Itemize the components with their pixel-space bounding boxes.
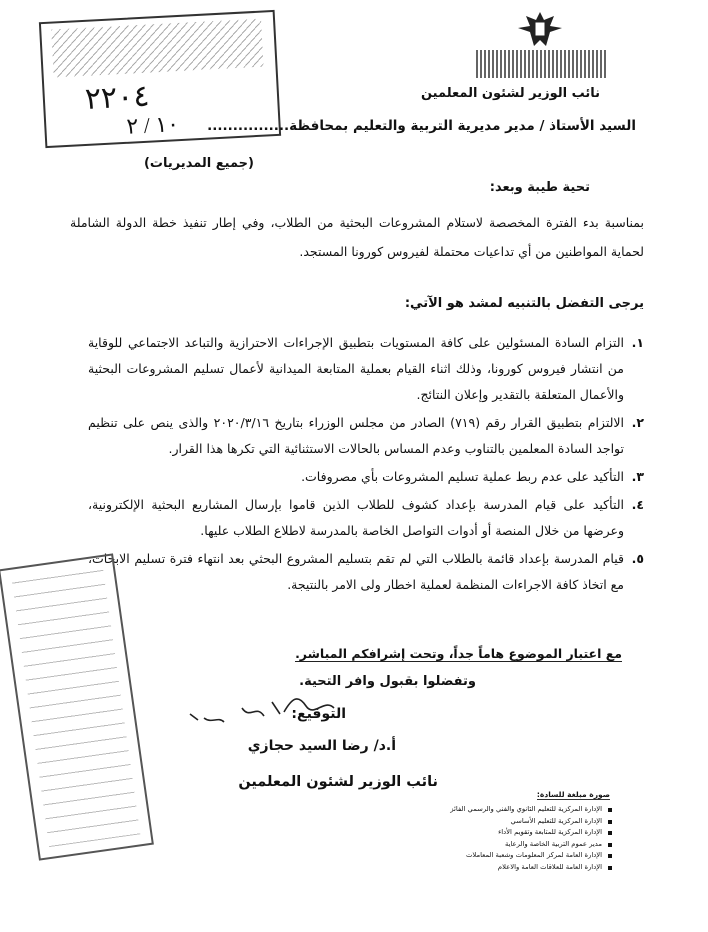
egypt-eagle-emblem-icon bbox=[510, 10, 570, 50]
importance-note: مع اعتبار الموضوع هاماً جداً، وتحت إشرافكم المباشر. bbox=[295, 646, 622, 661]
instructions-list bbox=[88, 330, 644, 600]
intro-paragraph: بمناسبة بدء الفترة المخصصة لاستلام المشروعات البحثية من الطلاب، وفي إطار تنفيذ خطة الدولة الشاملة لحماية المواطنين من أي تداعيات محتملة لفيروس كورونا المستجد. bbox=[70, 215, 644, 259]
list-item bbox=[88, 492, 644, 544]
distribution-title: صورة مبلغة للسادة: bbox=[536, 790, 610, 799]
header-title: نائب الوزير لشئون المعلمين bbox=[420, 86, 600, 101]
stamp-hatching bbox=[51, 19, 263, 78]
item-number: ٣. bbox=[631, 469, 644, 484]
item-text: التأكيد على عدم ربط عملية تسليم المشروعات بأي مصروفات. bbox=[301, 469, 624, 484]
distribution-list bbox=[372, 804, 612, 873]
signature-label: التوقيع: bbox=[291, 706, 346, 722]
closing-line: وتفضلوا بقبول وافر التحية. bbox=[299, 674, 476, 689]
addressee-text: السيد الأستاذ / مدير مديرية التربية والتعليم بمحافظة bbox=[289, 118, 636, 134]
distribution-item: مدير عموم التربية الخاصة والرعاية bbox=[372, 839, 612, 851]
list-item bbox=[88, 546, 644, 598]
addressee-dots: ................ bbox=[207, 118, 290, 134]
item-number: ٢. bbox=[631, 415, 644, 430]
signer-name: أ.د/ رضا السيد حجازي bbox=[247, 738, 396, 754]
list-item bbox=[88, 330, 644, 408]
greeting: تحية طيبة وبعد: bbox=[489, 180, 590, 195]
request-line: يرجى التفضل بالتنبيه لمشد هو الآتي: bbox=[404, 296, 644, 311]
distribution-item: الإدارة العامة للعلاقات العامة والاعلام bbox=[372, 862, 612, 874]
item-text: التزام السادة المسئولين على كافة المستويات بتطبيق الإجراءات الاحترازية والتباعد الاجتماعي للوقاية من انتشار فيروس كورونا، وذلك اثناء القيام بعملية المتابعة الميدانية لأعمال تسليم المشروعات البحثية والأعمال المتعلقة بالتقدير وإعلان النتائج. bbox=[88, 335, 624, 402]
side-stamp-lines bbox=[12, 567, 141, 847]
item-number: ٥. bbox=[631, 551, 644, 566]
item-text: الالتزام بتطبيق القرار رقم (٧١٩) الصادر من مجلس الوزراء بتاريخ ٢٠٢٠/٣/١٦ والذى ينص على تنظيم تواجد السادة المعلمين بالتناوب وعدم المساس بالحالات الاستثنائية التي تكرها هذا القرار. bbox=[88, 415, 625, 456]
list-item bbox=[88, 464, 644, 490]
item-number: ٤. bbox=[631, 497, 644, 512]
handwritten-signature bbox=[184, 694, 344, 728]
signer-title: نائب الوزير لشئون المعلمين bbox=[238, 774, 438, 790]
distribution-item: الإدارة العامة لمركز المعلومات وشعبة المعاملات bbox=[372, 850, 612, 862]
distribution-item: الإدارة المركزية للمتابعة وتقويم الأداء bbox=[372, 827, 612, 839]
item-text: التأكيد على قيام المدرسة بإعداد كشوف للطلاب الذين قاموا بإرسال المشاريع البحثية الإلكترونية، وعرضها من خلال المنصة أو أدوات التواصل الخاصة بالمدرسة لاطلاع الطلاب عليها. bbox=[88, 497, 624, 538]
addressee-line bbox=[207, 118, 636, 134]
list-item bbox=[88, 410, 644, 462]
distribution-item: الإدارة المركزية للتعليم الأساسي bbox=[372, 816, 612, 828]
ministry-logo bbox=[476, 50, 606, 78]
item-number: ١. bbox=[631, 335, 644, 350]
stamp-number: ٢٢٠٤ bbox=[84, 79, 151, 116]
distribution-item: الإدارة المركزية للتعليم الثانوي والفني والرسمي الفائز bbox=[372, 804, 612, 816]
item-text: قيام المدرسة بإعداد قائمة بالطلاب التي لم تقم بتسليم المشروع البحثي بعد انتهاء فترة تسليم الابحاث، مع اتخاذ كافة الاجراءات المنظمة لعملية اخطار ولى الامر بالنتيجة. bbox=[88, 551, 624, 592]
stamp-date: ١٠ / ٢ bbox=[125, 111, 180, 139]
addressee-sub: (جميع المديريات) bbox=[143, 156, 254, 171]
